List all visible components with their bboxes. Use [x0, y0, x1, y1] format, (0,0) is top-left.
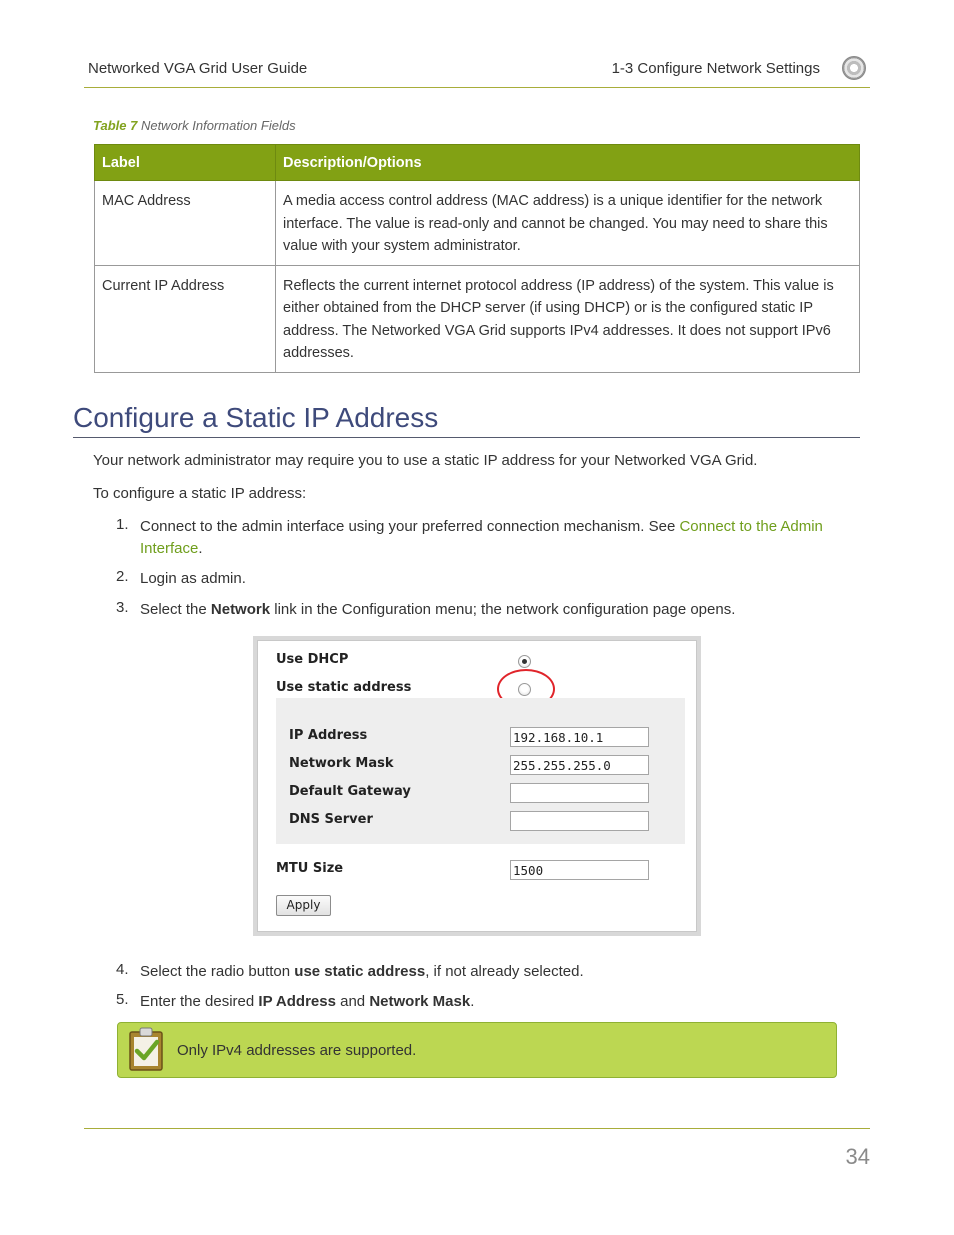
step-text: Login as admin.: [140, 570, 246, 587]
mtu-size-label: MTU Size: [276, 861, 344, 876]
table-caption-label: Table 7: [93, 118, 138, 133]
step-number: 1.: [116, 516, 129, 533]
network-mask-label: Network Mask: [289, 756, 394, 771]
network-config-screenshot: [253, 636, 701, 936]
page-footer-rule: [84, 1128, 870, 1129]
step-text: [140, 991, 860, 1013]
step-1-tail: .: [198, 540, 203, 557]
note-text: Only IPv4 addresses are supported.: [177, 1042, 417, 1059]
step-number: 2.: [116, 568, 129, 585]
step-3-pre: Select the: [140, 601, 211, 618]
step-4-pre: Select the radio button: [140, 963, 295, 980]
step-4-post: , if not already selected.: [425, 963, 584, 980]
step-number: 5.: [116, 991, 129, 1008]
step-5-mid: and: [335, 993, 370, 1010]
row-description: A media access control address (MAC address) is a unique identifier for the network interface. The value is read-only and cannot be changed. You may need to share this value with your system administrator.: [276, 181, 860, 266]
step-text: [140, 961, 860, 983]
dns-server-field[interactable]: [510, 811, 649, 831]
section-title: 1-3 Configure Network Settings: [611, 60, 820, 77]
section-heading: Configure a Static IP Address: [73, 402, 860, 438]
page-header: [84, 56, 870, 88]
default-gateway-label: Default Gateway: [289, 784, 411, 799]
mtu-size-field[interactable]: 1500: [510, 860, 649, 880]
apply-button[interactable]: Apply: [276, 895, 331, 916]
use-dhcp-radio[interactable]: [518, 655, 531, 668]
step-5-pre: Enter the desired: [140, 993, 259, 1010]
row-label: MAC Address: [95, 181, 276, 266]
step-3-bold: Network: [210, 601, 271, 618]
step-3-post: link in the Configuration menu; the network configuration page opens.: [270, 601, 736, 618]
column-header-label: Label: [95, 145, 276, 181]
network-mask-field[interactable]: 255.255.255.0: [510, 755, 649, 775]
clipboard-check-icon: [128, 1027, 164, 1071]
gear-icon: [842, 56, 866, 80]
column-header-description: Description/Options: [276, 145, 860, 181]
table-caption: [93, 118, 296, 133]
table-caption-text: Network Information Fields: [140, 118, 296, 133]
step-5-bold-mask: Network Mask: [369, 993, 471, 1010]
step-text: [140, 516, 860, 560]
ip-address-field[interactable]: 192.168.10.1: [510, 727, 649, 747]
default-gateway-field[interactable]: [510, 783, 649, 803]
connect-admin-link[interactable]: Connect to the Admin Interface: [140, 518, 823, 557]
step-4-bold: use static address: [294, 963, 426, 980]
table-row: [95, 265, 860, 372]
use-dhcp-label: Use DHCP: [276, 652, 349, 667]
row-description: Reflects the current internet protocol address (IP address) of the system. This value is either obtained from the DHCP server (if using DHCP) or is the configured static IP address. The Networked VGA Grid supports IPv4 addresses. It does not support IPv6 addresses.: [276, 265, 860, 372]
page-number: 34: [845, 1144, 870, 1169]
ip-address-label: IP Address: [289, 728, 368, 743]
note-callout: [117, 1022, 837, 1078]
table-header-row: [95, 145, 860, 181]
dns-server-label: DNS Server: [289, 812, 373, 827]
doc-title: Networked VGA Grid User Guide: [88, 60, 308, 77]
step-5-post: .: [470, 993, 475, 1010]
table-row: [95, 181, 860, 266]
lead-paragraph: To configure a static IP address:: [93, 485, 307, 502]
step-number: 3.: [116, 599, 129, 616]
row-label: Current IP Address: [95, 265, 276, 372]
network-info-table: [94, 144, 860, 373]
step-5-bold-ip: IP Address: [258, 993, 336, 1010]
intro-paragraph: Your network administrator may require you to use a static IP address for your Networked VGA Grid.: [93, 452, 758, 469]
step-text: [140, 599, 860, 621]
step-1-text: Connect to the admin interface using your preferred connection mechanism. See: [140, 518, 680, 535]
step-number: 4.: [116, 961, 129, 978]
use-static-label: Use static address: [276, 680, 412, 695]
